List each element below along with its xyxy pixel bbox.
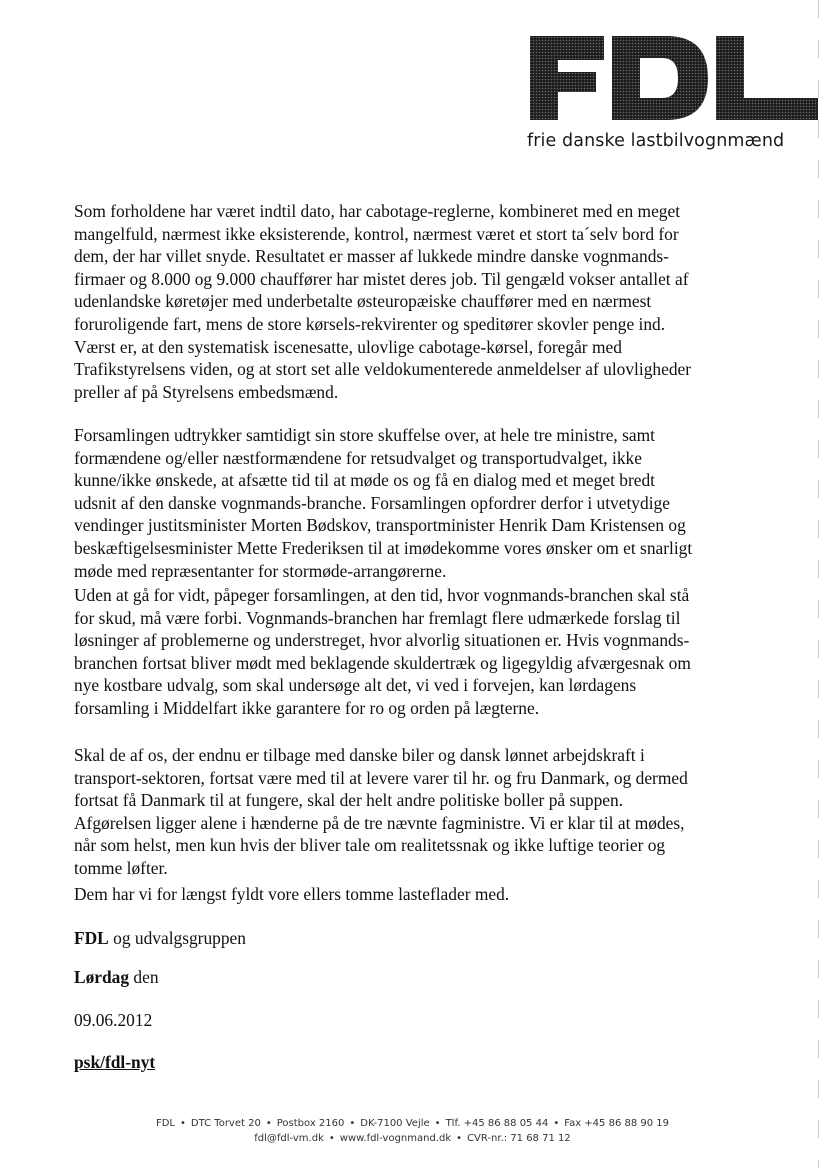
fdl-logo-icon <box>526 30 818 122</box>
signature-date: 09.06.2012 <box>74 1010 153 1030</box>
footer-phone: Tlf. +45 86 88 05 44 <box>445 1118 549 1129</box>
footer-org: FDL <box>155 1118 175 1129</box>
footer-separator: • <box>328 1133 335 1144</box>
signature-day <box>74 966 159 989</box>
footer-separator: • <box>434 1118 441 1129</box>
text-line: forsamling i Middelfart ikke garantere for ro og orden på lægterne. <box>74 697 540 718</box>
text-line: fortsat få Danmark til at fungere, skal der helt andre politiske boller på suppen. <box>74 790 624 811</box>
footer-cvr: CVR-nr.: 71 68 71 12 <box>467 1133 571 1144</box>
text-line: Trafikstyrelsens viden, og at stort set alle veldokumenterede anmeldelser af ulovligheder <box>74 359 692 380</box>
footer-postbox: Postbox 2160 <box>276 1118 345 1129</box>
signature-day-bold: Lørdag <box>74 967 130 987</box>
paragraph-2 <box>74 424 692 582</box>
text-line: Afgørelsen ligger alene i hænderne på de tre nævnte fagministre. Vi er klar til at mødes, <box>74 812 685 833</box>
text-line: branchen fortsat bliver mødt med beklagende skuldertræk og ligegyldig afværgesnak om <box>74 652 691 673</box>
text-line: foruroligende fart, mens de store kørsels-rekvirenter og speditører skovler penge ind. <box>74 313 666 334</box>
text-line: nye kostbare udvalg, som skal undersøge alt det, vi ved i forvejen, kan lørdagens <box>74 675 637 696</box>
text-line: Værst er, at den systematisk iscenesatte, ulovlige cabotage-kørsel, foregår med <box>74 336 622 357</box>
signature-reference: psk/fdl-nyt <box>74 1052 156 1072</box>
text-line: for skud, må være forbi. Vognmands-branchen har fremlagt flere udmærkede forslag til <box>74 607 681 628</box>
footer-contact-line <box>0 1133 825 1144</box>
text-line: Dem har vi for længst fyldt vore ellers tomme lasteflader med. <box>74 884 510 904</box>
footer-separator: • <box>456 1133 463 1144</box>
footer-separator: • <box>553 1118 560 1129</box>
signature-org-bold: FDL <box>74 928 109 948</box>
text-line: Forsamlingen udtrykker samtidigt sin store skuffelse over, at hele tre ministre, samt <box>74 425 655 445</box>
text-line: firmaer og 8.000 og 9.000 chauffører har mistet deres job. Til gengæld vokser antallet af <box>74 268 689 289</box>
text-line: når som helst, men kun hvis der bliver tale om realitetssnak og ikke luftige teorier og <box>74 835 666 856</box>
signature-day-rest: den <box>129 967 159 987</box>
text-line: preller af på Styrelsens embedsmænd. <box>74 381 339 402</box>
paragraph-1 <box>74 200 691 403</box>
text-line: beskæftigelsesminister Mette Frederiksen til at imødekomme vores ønsker om et snarligt <box>74 537 693 558</box>
text-line: udenlandske køretøjer med underbetalte østeuropæiske chauffører med en nærmest <box>74 291 652 312</box>
footer-fax: Fax +45 86 88 90 19 <box>564 1118 670 1129</box>
footer-street: DTC Torvet 20 <box>190 1118 261 1129</box>
text-line: vendinger justitsminister Morten Bødskov, transportminister Henrik Dam Kristensen og <box>74 515 686 536</box>
paragraph-3 <box>74 584 691 720</box>
footer-separator: • <box>265 1118 272 1129</box>
text-line: dem, der har villet snyde. Resultatet er masser af lukkede mindre danske vognmands- <box>74 246 669 267</box>
text-line: udsnit af den danske vognmands-branche. Forsamlingen opfordrer derfor i utvetydige <box>74 492 670 513</box>
text-line: Skal de af os, der endnu er tilbage med danske biler og dansk lønnet arbejdskraft i <box>74 745 645 765</box>
text-line: Som forholdene har været indtil dato, har cabotage-reglerne, kombineret med en meget <box>74 201 681 221</box>
signature-org <box>74 927 246 950</box>
paragraph-5 <box>74 883 509 906</box>
signature-org-rest: og udvalgsgruppen <box>108 928 246 948</box>
text-line: transport-sektoren, fortsat være med til at levere varer til hr. og fru Danmark, og dermed <box>74 767 688 788</box>
footer-separator: • <box>349 1118 356 1129</box>
fdl-logo <box>526 30 818 122</box>
footer-address-line <box>0 1118 825 1129</box>
text-line: Uden at gå for vidt, påpeger forsamlingen, at den tid, hvor vognmands-branchen skal stå <box>74 585 690 605</box>
text-line: formændene og/eller næstformændene for retsudvalget og transportudvalget, ikke <box>74 447 642 468</box>
footer-separator: • <box>180 1118 186 1129</box>
scan-edge-artifact <box>818 0 819 1168</box>
text-line: tomme løfter. <box>74 857 168 878</box>
paragraph-4 <box>74 744 688 880</box>
logo-tagline: frie danske lastbilvognmænd <box>527 131 785 151</box>
footer-website: www.fdl-vognmand.dk <box>339 1133 452 1144</box>
text-line: løsninger af problemerne og understreget, hvor alvorlig situationen er. Hvis vognmands- <box>74 630 690 651</box>
text-line: kunne/ikke ønskede, at afsætte tid til at møde os og få en dialog med et meget bredt <box>74 470 655 491</box>
footer-city: DK-7100 Vejle <box>360 1118 430 1129</box>
text-line: mangelfuld, nærmest ikke eksisterende, kontrol, nærmest været et stort ta´selv bord for <box>74 223 679 244</box>
footer-email: fdl@fdl-vm.dk <box>254 1133 324 1144</box>
text-line: møde med repræsentanter for stormøde-arrangørerne. <box>74 560 447 581</box>
